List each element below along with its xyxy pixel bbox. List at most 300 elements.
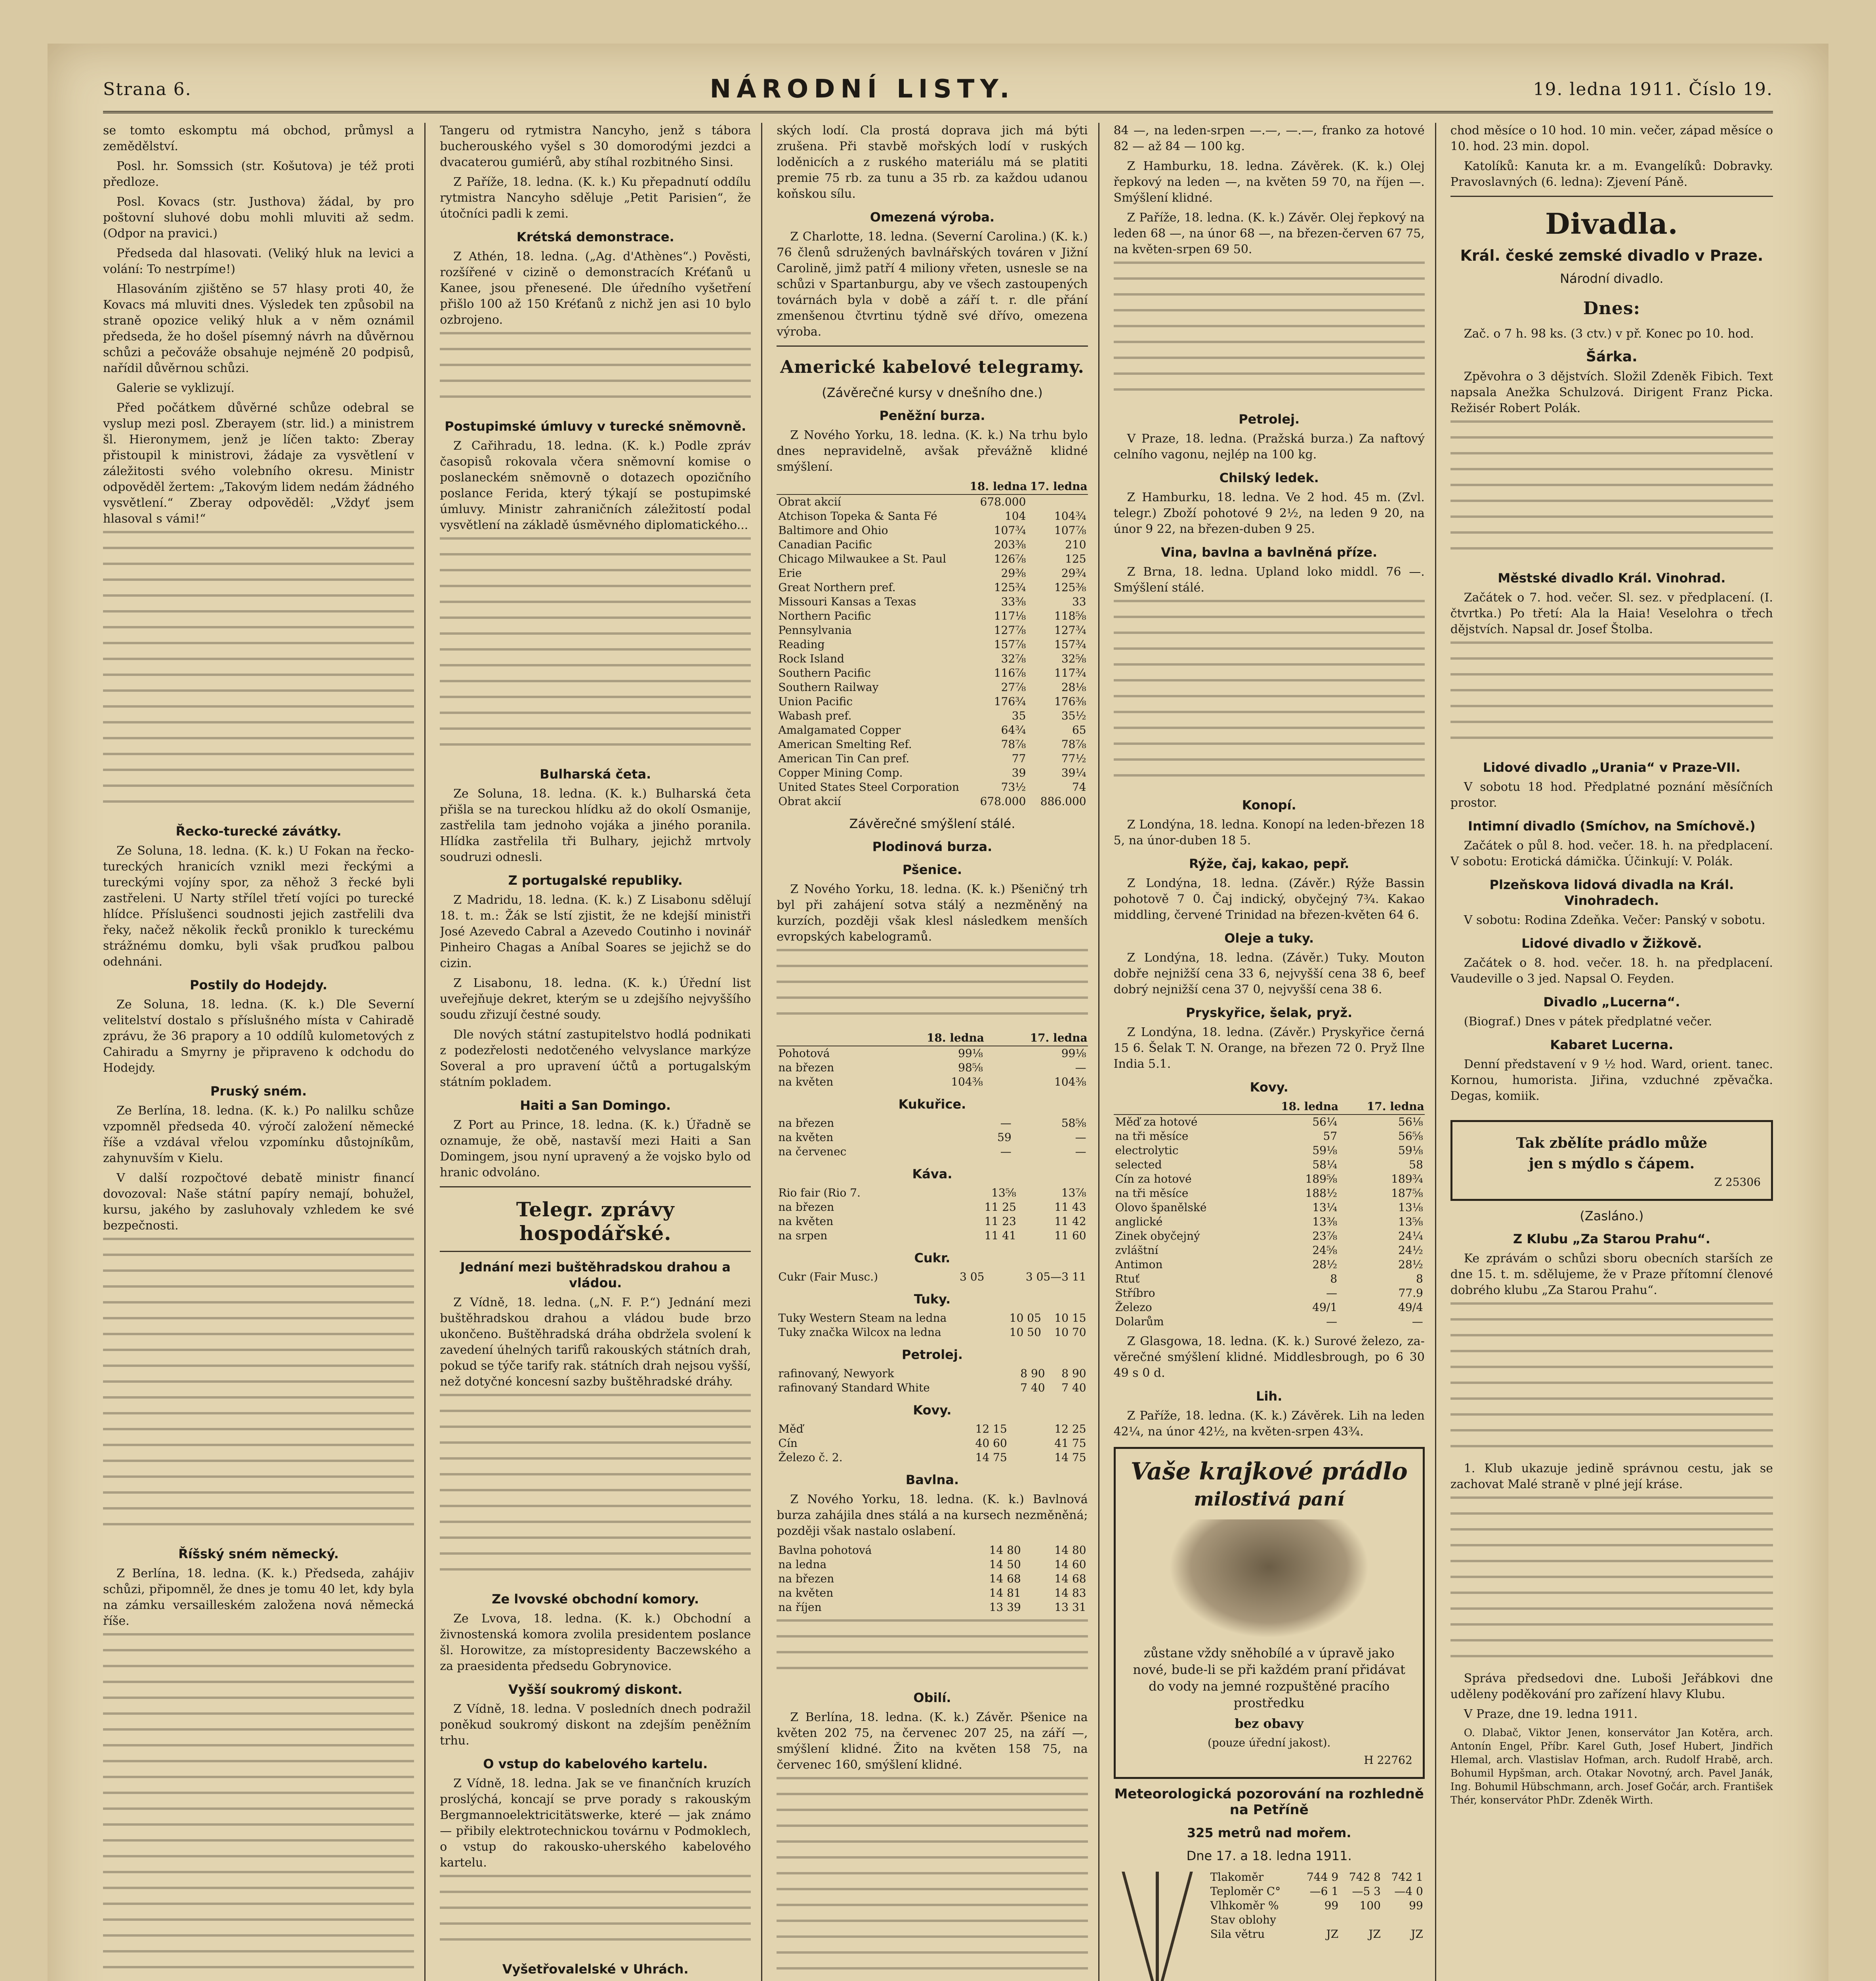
table-cell: 28⅛	[1061, 681, 1086, 694]
column-5	[1450, 123, 1773, 1981]
ad-body: zůstane vždy sněhobílé a v úpravě jako nové, bude-li se při každém praní přidávat do vody na jemné rozpuštěné pracího prostředku	[1133, 1645, 1406, 1710]
table-cell: Antimon	[1115, 1258, 1163, 1271]
coffee-table-body	[777, 1186, 1088, 1243]
section-heading: Kovy.	[1250, 1080, 1288, 1095]
column-3	[777, 123, 1099, 1981]
table-cell: anglické	[1115, 1215, 1163, 1228]
table-cell: Tuky Western Steam na ledna	[778, 1311, 947, 1324]
table-row	[777, 609, 1088, 623]
market-note: Závěrečné smýšlení stálé.	[849, 816, 1015, 831]
table-cell: 14 75	[975, 1451, 1007, 1464]
table-row	[1114, 1272, 1425, 1286]
table-cell: 744 9	[1307, 1870, 1339, 1884]
paragraph: Hlasováním zjištěno se 57 hlasy proti 40, že Kovacs má mluviti dnes. Výsledek ten způsobil na straně opozice veliký hluk a v něm oznámil předseda, že ho došel písemný návrh na důvěrnou schůzi a pečováže obsahuje nejméně 20 podpisů, nařídil důvěrnou schůzi.	[103, 282, 414, 375]
table-cell: 13⅜	[1312, 1215, 1338, 1228]
table-cell: —5 3	[1352, 1885, 1381, 1898]
table-cell: 39	[1011, 766, 1026, 779]
table-row	[1114, 1258, 1425, 1272]
table-cell: 77	[1011, 752, 1026, 765]
paragraph: Z Port au Prince, 18. ledna. (K. k.) Úřadně se oznamuje, že obě, nastavší mezi Haiti a San Domingem, jsou nyní upravený a že vojsko bylo od hranic odvoláno.	[440, 1118, 751, 1179]
section-subtitle: Národní divadlo.	[1560, 271, 1664, 286]
table-cell: 58¼	[1312, 1158, 1338, 1171]
paragraph: Z Berlína, 18. ledna. (K. k.) Předseda, zahájiv schůzi, připomněl, že dnes je tomu 40 let, kdy byla na zámku versailleském založena nová německá říše.	[103, 1567, 414, 1628]
today-heading: Dnes:	[1583, 298, 1640, 319]
table-cell: 8	[1416, 1272, 1423, 1285]
table-cell: Union Pacific	[778, 695, 853, 708]
section-heading: Chilský ledek.	[1219, 470, 1319, 485]
section-heading: Vyšetřovalelské v Uhrách.	[502, 1962, 689, 1977]
petrin-tower-icon	[1114, 1872, 1201, 1981]
section-heading: Bulharská četa.	[540, 767, 651, 782]
paragraph: V Praze, 18. ledna. (Pražská burza.) Za naftový celního vagonu, nejlép na 100 kg.	[1113, 432, 1425, 462]
section-heading: Omezená výroba.	[870, 210, 995, 225]
table-cell: Erie	[778, 567, 802, 580]
table-cell: 157⅞	[994, 638, 1026, 651]
table-cell: Obrat akcií	[778, 795, 841, 808]
table-header-row	[777, 479, 1088, 494]
table-cell: 125	[1065, 552, 1086, 565]
table-cell: 27⅞	[1001, 681, 1026, 694]
table-cell: 210	[1065, 538, 1086, 551]
table-cell: Great Northern pref.	[778, 581, 896, 594]
stock-table-body	[777, 494, 1088, 809]
table-cell: 98⅝	[958, 1061, 983, 1074]
paragraph: Z Vídně, 18. ledna. („N. F. P.“) Jednání mezi buštěhradskou drahou a vládou bude brzo ukončeno. Buštěhradská dráha obdržela svolení k zavedení úhelných tarifů rakouských státních drah, pokud se týče tarify rak. státních drah nejsou vyšší, než dotyčné koncesní sazby buštěhradské dráhy.	[440, 1296, 751, 1389]
signature-place: V Praze, dne 19. ledna 1911.	[1464, 1707, 1638, 1721]
table-cell: 189⅝	[1305, 1172, 1338, 1185]
table-cell: 7 40	[1020, 1381, 1045, 1394]
table-cell	[1027, 494, 1088, 509]
table-cell: 104	[1004, 510, 1026, 523]
table-cell: 24½	[1398, 1244, 1423, 1257]
table-cell: 74	[1072, 781, 1086, 794]
table-cell: na říjen	[778, 1601, 822, 1614]
table-cell: na srpen	[778, 1229, 828, 1242]
paragraph: Dle nových státní zastupitelstvo hodlá podnikati z podezřelosti nedotčeného velvyslance markýze Soveral a pro upravení účtů a portugalským státním pokladem.	[440, 1028, 751, 1089]
table-cell: 41 75	[1054, 1437, 1086, 1450]
table-cell: Canadian Pacific	[778, 538, 872, 551]
text-block	[777, 1619, 1088, 1683]
table-row	[777, 1450, 1088, 1465]
table-row	[777, 1270, 1088, 1284]
table-cell: 3 05	[960, 1270, 985, 1283]
table-row	[777, 1200, 1088, 1214]
paragraph: Předseda dal hlasovati. (Veliký hluk na levici a volání: To nestrpíme!)	[103, 246, 414, 276]
section-heading: Bavlna.	[905, 1472, 959, 1487]
paragraph: Zač. o 7 h. 98 ks. (3 ctv.) v př. Konec po 10. hod.	[1464, 327, 1754, 341]
table-cell: 99⅛	[1061, 1047, 1086, 1060]
text-block	[103, 1238, 414, 1539]
table-cell: 11 41	[984, 1229, 1016, 1242]
table-cell: na květen	[778, 1075, 834, 1088]
paragraph: Začátek o 7. hod. večer. Sl. sez. v předplacení. (I. čtvrtka.) Po třetí: Ala la Haia! Veselohra o třech dějstvích. Napsal dr. Josef Štolba.	[1450, 591, 1773, 636]
paragraph: V další rozpočtové debatě ministr financí dovozoval: Naše státní papíry nemají, bohužel, kursu, jakého by zasluhovaly vzhledem ke své bezpečnosti.	[103, 1171, 414, 1233]
table-row	[1114, 1186, 1425, 1200]
paragraph: Z Lisabonu, 18. ledna. (K. k.) Úřední list uveřejňuje dekret, kterým se u zdejšího nejvyššího soudu zřizují čestné soudy.	[440, 976, 751, 1022]
table-cell: 13¼	[1312, 1201, 1338, 1214]
table-cell: Pohotová	[778, 1047, 830, 1060]
table-cell: —4 0	[1394, 1885, 1423, 1898]
table-cell: 13⅞	[1061, 1186, 1086, 1199]
table-cell: 886.000	[1040, 795, 1086, 808]
text-block	[1450, 1302, 1773, 1461]
table-cell: 8	[1330, 1272, 1338, 1285]
paragraph: Z Hamburku, 18. ledna. Závěrek. (K. k.) Olej řepkový na leden —, na květen 59 70, na říjen —. Smýšlení klidné.	[1113, 159, 1425, 205]
table-cell: —	[1412, 1315, 1423, 1328]
meteo-table-body	[1209, 1870, 1425, 1941]
section-subtitle: Král. české zemské divadlo v Praze.	[1460, 247, 1763, 264]
table-row	[777, 494, 1088, 509]
table-row	[1114, 1243, 1425, 1258]
table-row	[777, 794, 1088, 809]
table-cell: 104¾	[1054, 510, 1086, 523]
meteo-table	[1209, 1870, 1425, 1941]
table-cell: 10 05	[1009, 1311, 1041, 1324]
table-row	[1114, 1315, 1425, 1329]
table-row	[1209, 1870, 1425, 1884]
issue-date: 19. ledna 1911. Číslo 19.	[1533, 79, 1773, 99]
section-heading: Plodinová burza.	[872, 839, 992, 854]
table-cell: 73½	[1001, 781, 1026, 794]
london-metals-table	[1114, 1099, 1425, 1329]
table-cell: 32⅝	[1061, 652, 1086, 665]
table-row	[777, 552, 1088, 566]
paragraph: Denní představení v 9 ½ hod. Ward, orient. tanec. Kornou, humorista. Jiřina, vzduchné zpěvačka. Degas, komiik.	[1450, 1057, 1773, 1103]
table-cell: —	[1075, 1145, 1086, 1158]
table-row	[1209, 1927, 1425, 1941]
table-cell: Bavlna pohotová	[778, 1544, 872, 1557]
table-row	[777, 1436, 1088, 1450]
table-cell: 13⅝	[991, 1186, 1016, 1199]
section-heading: Haiti a San Domingo.	[520, 1098, 671, 1113]
section-heading: Lidové divadlo v Žižkově.	[1521, 936, 1702, 951]
table-row	[777, 1186, 1088, 1200]
section-heading: Lidové divadlo „Urania“ v Praze-VII.	[1483, 760, 1741, 775]
table-cell: na květen	[778, 1215, 834, 1228]
table-cell: 104⅜	[1054, 1075, 1086, 1088]
paragraph: Z Vídně, 18. ledna. Jak se ve finančních kruzích proslýchá, koncají se prve porady s rakouským Bergmannoelektricitätswerke, které — jak známo — přibily elektrotechnickou továrnu v Podmoklech, o vstup do rakousko-uherského kabelového kartelu.	[440, 1777, 751, 1870]
stock-table	[777, 479, 1088, 809]
table-cell: 203⅜	[994, 538, 1026, 551]
table-row	[777, 637, 1088, 652]
wheat-table-body	[777, 1046, 1088, 1089]
table-cell: 58	[1409, 1158, 1423, 1171]
section-heading: Krétská demonstrace.	[516, 229, 674, 244]
coffee-table	[777, 1186, 1088, 1243]
table-cell: selected	[1115, 1158, 1162, 1171]
metals-table-body	[777, 1422, 1088, 1465]
section-heading: Petrolej.	[901, 1347, 963, 1362]
section-heading: Městské divadlo Král. Vinohrad.	[1498, 571, 1726, 586]
text-block	[1450, 641, 1773, 752]
table-row	[777, 737, 1088, 752]
table-row	[777, 723, 1088, 737]
table-row	[777, 623, 1088, 637]
table-cell: 78⅞	[1001, 738, 1026, 751]
section-heading: Ze lvovské obchodní komory.	[492, 1592, 699, 1607]
table-cell: 78⅞	[1061, 738, 1086, 751]
section-heading: Obilí.	[913, 1690, 951, 1705]
section-heading: Vina, bavlna a bavlněná příze.	[1161, 545, 1378, 560]
table-cell	[1298, 1913, 1340, 1927]
table-cell: 59⅛	[1398, 1144, 1423, 1157]
column-4	[1114, 123, 1436, 1981]
paragraph: Galerie se vyklizují.	[116, 381, 235, 395]
paragraph: Z Glasgowa, 18. ledna. (K. k.) Surové železo, za-věrečné smýšlení klidné. Middlesbrough, po 6 30 49 s 0 d.	[1113, 1334, 1425, 1380]
section-heading: Lih.	[1256, 1389, 1282, 1404]
table-cell: 39¼	[1061, 766, 1086, 779]
table-row	[777, 695, 1088, 709]
table-cell: Vlhkoměr %	[1210, 1899, 1279, 1912]
table-cell: 56⅝	[1398, 1130, 1423, 1143]
table-header	[777, 479, 967, 494]
paragraph: Ze Berlína, 18. ledna. (K. k.) Po nalilku schůze vzpomněl předseda 40. výročí založení německé říše a vzdával vřelou vzpomínku důstojníkům, zahynuvším v Kielu.	[103, 1104, 414, 1165]
table-row	[777, 1586, 1088, 1600]
fats-table	[777, 1311, 1088, 1340]
table-row	[777, 595, 1088, 609]
table-cell: Rock Island	[778, 652, 844, 665]
section-heading: Říšský sném německý.	[178, 1546, 339, 1561]
section-heading: Petrolej.	[1239, 412, 1300, 427]
table-cell: 99	[1324, 1899, 1339, 1912]
section-heading: Intimní divadlo (Smíchov, na Smíchově.)	[1468, 819, 1756, 834]
table-row	[777, 1229, 1088, 1243]
table-cell: 10 70	[1054, 1326, 1086, 1339]
divider	[1450, 196, 1773, 197]
table-cell: na tři měsíce	[1115, 1187, 1189, 1200]
paragraph: V sobotu: Rodina Zdeňka. Večer: Panský v sobotu.	[1464, 913, 1765, 927]
text-block	[1450, 1496, 1773, 1671]
table-cell: 28½	[1398, 1258, 1423, 1271]
table-cell	[1340, 1913, 1382, 1927]
section-heading: O vstup do kabelového kartelu.	[483, 1756, 708, 1771]
text-block	[440, 1875, 751, 1954]
ad-small: (pouze úřední jakost).	[1207, 1736, 1331, 1749]
section-heading: Kabaret Lucerna.	[1550, 1037, 1674, 1052]
table-cell: 13⅛	[1398, 1201, 1423, 1214]
table-cell: 127⅞	[994, 624, 1026, 637]
table-cell: Southern Pacific	[778, 666, 871, 679]
table-cell: Chicago Milwaukee a St. Paul	[778, 552, 947, 565]
section-heading: Konopí.	[1242, 798, 1296, 813]
table-cell: 678.000	[980, 495, 1026, 508]
table-cell: 3 05—3 11	[1025, 1270, 1086, 1283]
table-cell: 100	[1359, 1899, 1381, 1912]
table-cell: 11 43	[1054, 1200, 1086, 1214]
table-cell: rafinovaný Standard White	[778, 1381, 930, 1394]
masthead	[103, 67, 1773, 113]
ad-code: H 22762	[1364, 1754, 1412, 1767]
section-title: Telegr. zprávy hospodářské.	[516, 1198, 675, 1245]
paragraph: Z Londýna, 18. ledna. Konopí na leden-březen 18 5, na únor-duben 18 5.	[1113, 818, 1425, 847]
table-header: 18. ledna	[1253, 1099, 1339, 1115]
paragraph: V sobotu 18 hod. Předplatné poznání měsíčních prostor.	[1450, 780, 1773, 810]
table-header: 17. ledna	[985, 1031, 1088, 1046]
table-row	[1114, 1115, 1425, 1129]
ad-line-1: Tak zbělíte prádlo může	[1516, 1135, 1708, 1151]
section-heading: Kukuřice.	[898, 1097, 966, 1112]
table-cell: 99⅛	[958, 1047, 983, 1060]
table-header: 17. ledna	[1027, 479, 1088, 494]
table-cell: Zinek obyčejný	[1115, 1229, 1200, 1242]
table-row	[777, 752, 1088, 766]
table-cell: 14 68	[1054, 1572, 1086, 1585]
table-cell: 8 90	[1020, 1367, 1045, 1380]
table-row	[777, 680, 1088, 695]
page-number: Strana 6.	[103, 79, 192, 99]
text-block	[103, 531, 414, 816]
table-row	[777, 1422, 1088, 1436]
table-row	[777, 652, 1088, 666]
table-cell: 33⅜	[1001, 595, 1026, 608]
table-row	[1209, 1884, 1425, 1899]
paragraph: Z Paříže, 18. ledna. (K. k.) Závěrek. Lih na leden 42¼, na únor 42½, na květen-srpen 43¾.	[1113, 1409, 1425, 1439]
text-block	[1114, 600, 1425, 790]
section-heading: Rýže, čaj, kakao, pepř.	[1189, 856, 1349, 871]
table-cell: 104⅜	[951, 1075, 983, 1088]
table-row	[777, 1381, 1088, 1395]
table-cell: 678.000	[980, 795, 1026, 808]
paragraph: Ze Soluna, 18. ledna. (K. k.) Bulharská četa přišla se na tureckou hlídku až do okolí Osmanije, zastřelila tam jednoho vojáka a jiného poranila. Hlídka zastřelila tři Bulhary, jejichž mrtvoly soudruzi odnesli.	[440, 787, 751, 864]
table-cell: 11 42	[1054, 1215, 1086, 1228]
table-cell: na březen	[778, 1061, 834, 1074]
table-row	[777, 1600, 1088, 1615]
table-header	[1114, 1099, 1253, 1115]
table-cell: 10 15	[1054, 1311, 1086, 1324]
paragraph: Ke zprávám o schůzi sboru obecních starších ze dne 15. t. m. sdělujeme, že v Praze přítomní členové dobrého klubu „Za Starou Prahu“.	[1450, 1252, 1773, 1297]
table-row	[777, 1214, 1088, 1229]
section-heading: Tuky.	[914, 1292, 951, 1307]
table-cell: Železo č. 2.	[778, 1451, 843, 1464]
paragraph: Katolíků: Kanuta kr. a m. Evangelíků: Dobravky. Pravoslavných (6. ledna): Zjevení Páně.	[1450, 159, 1773, 189]
table-cell: American Tin Can pref.	[778, 752, 910, 765]
text-block	[440, 1394, 751, 1584]
text-block	[440, 332, 751, 411]
table-cell: 176⅜	[1054, 695, 1086, 708]
table-cell: Tuky značka Wilcox na ledna	[778, 1326, 941, 1339]
table-cell: 35	[1011, 709, 1026, 722]
text-block	[777, 949, 1088, 1028]
paragraph: 1. Klub ukazuje jedině správnou cestu, jak se zachovat Malé straně v plné její kráse.	[1450, 1462, 1773, 1491]
table-cell: Southern Railway	[778, 681, 879, 694]
paragraph: se tomto eskomptu má obchod, průmysl a zemědělství.	[103, 124, 414, 153]
section-heading: Cukr.	[914, 1250, 950, 1265]
table-cell: 12 15	[975, 1422, 1007, 1435]
table-row	[777, 509, 1088, 523]
table-cell: 59	[997, 1131, 1011, 1144]
ad-code: Z 25306	[1714, 1176, 1761, 1189]
table-cell: Teploměr C°	[1210, 1885, 1281, 1898]
table-cell: 176¾	[994, 695, 1026, 708]
table-cell: 49/1	[1312, 1301, 1338, 1314]
table-cell: Copper Mining Comp.	[778, 766, 903, 779]
paragraph: Z Nového Yorku, 18. ledna. (K. k.) Na trhu bylo dnes nepravidelně, avšak převážně klidné smýšlení.	[777, 428, 1088, 474]
petroleum-table	[777, 1366, 1088, 1395]
table-cell: 12 25	[1054, 1422, 1086, 1435]
section-heading: Pšenice.	[902, 862, 962, 877]
table-cell: Stříbro	[1115, 1286, 1155, 1300]
table-cell: —	[1075, 1131, 1086, 1144]
table-row	[1114, 1129, 1425, 1143]
table-row	[1114, 1158, 1425, 1172]
meteo-date: Dne 17. a 18. ledna 1911.	[1186, 1848, 1352, 1863]
paragraph: Ze Lvova, 18. ledna. (K. k.) Obchodní a živnostenská komora zvolila presidentem poslance šl. Horowitze, za místopresidenty Baczewského a za praesidenta předsedu Gobrynovice.	[440, 1612, 751, 1673]
table-cell: 57	[1323, 1130, 1338, 1143]
section-heading: Kovy.	[913, 1403, 952, 1418]
paragraph: Zpěvohra o 3 dějstvích. Složil Zdeněk Fibich. Text napsala Anežka Schulzová. Dirigent Franz Picka. Režisér Robert Polák.	[1450, 370, 1773, 415]
paragraph: Před počátkem důvěrné schůze odebral se vyslup mezi posl. Zberayem (str. lid.) a ministrem šl. Hieronymem, jenž je líčen takto: Zberay přistoupil k ministrovi, žádaje za vysvětlení v záležitosti svého volebního okresu. Ministr odpověděl žertem: „Takovým lidem nedám žádného vysvětlení.“ Zberay odpověděl: „Vždyť jsem hlasoval s vámi!“	[103, 401, 414, 526]
table-cell: 14 60	[1054, 1558, 1086, 1571]
table-row	[777, 780, 1088, 794]
table-row	[1114, 1229, 1425, 1243]
table-cell: 29⅜	[1001, 567, 1026, 580]
table-cell: na březen	[778, 1200, 834, 1214]
opera-title: Šárka.	[1586, 349, 1637, 365]
table-row	[777, 666, 1088, 680]
text-block	[1114, 261, 1425, 404]
table-header-row	[1114, 1099, 1425, 1115]
table-row	[777, 580, 1088, 595]
paragraph: Z Charlotte, 18. ledna. (Severní Carolina.) (K. k.) 76 členů sdružených bavlnářských továren v Jižní Carolině, jimž patří 4 miliony vřeten, usnesle se na schůzi v Spartanburgu, aby ve všech zastoupených továrnách byla v době a září t. r. dle přání zmenšenou čtvrtinu týdně své dřívo, omezena výroba.	[777, 230, 1088, 339]
ad-sub: bez obavy	[1235, 1716, 1304, 1731]
table-row	[777, 766, 1088, 780]
paragraph: Z Cařihradu, 18. ledna. (K. k.) Podle zpráv časopisů rokovala včera sněmovní komise o poslaneckém sněmovně o dotazech opozičního poslance Ferida, který týkají se postupimské úmluvy. Ministr zahraničních záležitostí podal vysvětlení na základě úsměvného diplomatického...	[440, 439, 751, 532]
table-cell: Reading	[778, 638, 825, 651]
table-row	[1209, 1913, 1425, 1927]
table-cell: na květen	[778, 1586, 834, 1599]
sent-in-label: (Zasláno.)	[1580, 1208, 1644, 1223]
table-cell: 14 80	[1054, 1544, 1086, 1557]
section-heading: Pruský sném.	[210, 1084, 307, 1099]
table-header	[777, 1031, 881, 1046]
table-cell: 49/4	[1398, 1301, 1423, 1314]
ad-illustration	[1169, 1519, 1369, 1638]
paragraph: Správa předsedovi dne. Luboši Jeřábkovi dne uděleny poděkování pro zařízení hlavy Klubu.	[1450, 1672, 1773, 1701]
table-cell: 33	[1072, 595, 1086, 608]
table-cell: 29¾	[1061, 567, 1086, 580]
table-cell: 187⅝	[1391, 1187, 1423, 1200]
paragraph: Posl. hr. Somssich (str. Košutova) je též proti předloze.	[103, 159, 414, 189]
table-cell: 28½	[1312, 1258, 1338, 1271]
table-row	[777, 1130, 1088, 1145]
section-heading: Káva.	[912, 1166, 952, 1181]
table-cell: —	[1000, 1116, 1011, 1130]
newspaper-title: NÁRODNÍ LISTY.	[710, 74, 1015, 104]
table-row	[777, 1572, 1088, 1586]
table-row	[1114, 1286, 1425, 1300]
text-block	[1450, 420, 1773, 563]
table-cell: Sila větru	[1210, 1928, 1265, 1941]
table-cell: 188½	[1305, 1187, 1338, 1200]
table-cell: 64¾	[1001, 723, 1026, 737]
table-row	[777, 566, 1088, 580]
section-subtitle: 325 metrů nad mořem.	[1187, 1825, 1351, 1840]
table-cell: 7 40	[1061, 1381, 1086, 1394]
soap-advertisement	[1450, 1120, 1773, 1201]
table-cell: JZ	[1411, 1928, 1423, 1941]
table-cell: 58⅝	[1061, 1116, 1086, 1130]
table-cell: 8 90	[1061, 1367, 1086, 1380]
paragraph: Z Berlína, 18. ledna. (K. k.) Závěr. Pšenice na květen 202 75, na červenec 207 25, na září —, smýšlení klidné. Žito na květen 158 75, na červenec 160, smýšlení klidné.	[777, 1710, 1088, 1772]
text-block	[440, 537, 751, 759]
table-cell: —	[1326, 1286, 1338, 1300]
paragraph: chod měsíce o 10 hod. 10 min. večer, západ měsíce o 10. hod. 23 min. dopol.	[1450, 124, 1773, 153]
section-heading: Divadlo „Lucerna“.	[1543, 994, 1680, 1010]
table-cell: Northern Pacific	[778, 609, 871, 622]
paragraph: Z Londýna, 18. ledna. (Závěr.) Rýže Bassin pohotově 7 0. Čaj indický, obyčejný 7¾. Kakao middling, červené Trinidad na březen-květen 64 6.	[1113, 876, 1425, 922]
paragraph: Posl. Kovacs (str. Justhova) žádal, by pro poštovní sluhové dobu mohli mluviti až sedm. (Odpor na pravici.)	[103, 195, 414, 240]
table-cell: 11 23	[984, 1215, 1016, 1228]
